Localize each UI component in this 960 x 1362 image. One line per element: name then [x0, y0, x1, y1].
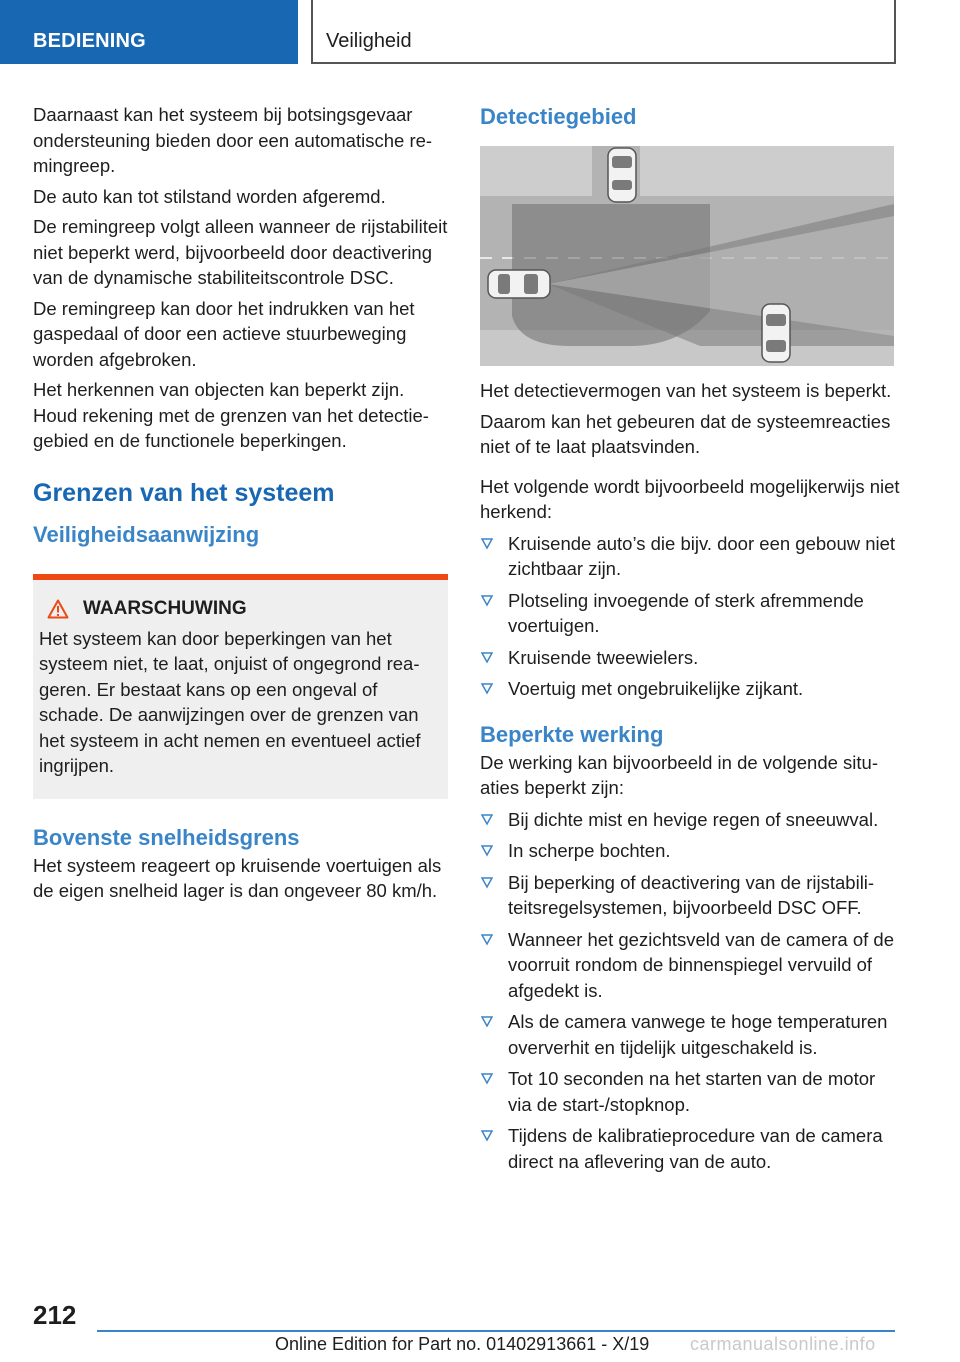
triangle-bullet-icon: [481, 934, 493, 946]
paragraph: Daarom kan het gebeuren dat de systeemreacties niet of te laat plaatsvinden.: [480, 410, 891, 457]
page-number: 212: [33, 1300, 77, 1330]
list-item: Als de camera vanwege te hoge temperaturen oververhit en tijdelijk uitgeschakeld is.: [480, 1009, 900, 1060]
heading-safety-note: Veiligheidsaanwijzing: [33, 521, 260, 547]
triangle-bullet-icon: [481, 877, 493, 889]
paragraph: Het detectievermogen van het systeem is beperkt.: [480, 380, 892, 401]
list-item: Tijdens de kalibratieprocedure van de camera direct na aflevering van de auto.: [480, 1123, 900, 1174]
right-column: [480, 102, 900, 1180]
warning-label: WAARSCHUWING: [83, 597, 247, 619]
list-item: Kruisende tweewielers.: [480, 645, 900, 671]
heading-limited-function: Beperkte werking: [480, 721, 664, 747]
triangle-bullet-icon: [481, 538, 493, 550]
section-tab: BEDIENING: [0, 0, 298, 64]
warning-box: [33, 574, 448, 799]
warning-triangle-icon: [47, 599, 69, 619]
triangle-bullet-icon: [481, 845, 493, 857]
chapter-title: Veiligheid: [311, 0, 896, 64]
triangle-bullet-icon: [481, 1016, 493, 1028]
watermark: carmanualsonline.info: [690, 1334, 876, 1354]
triangle-bullet-icon: [481, 814, 493, 826]
triangle-bullet-icon: [481, 1130, 493, 1142]
footer-divider: [97, 1330, 895, 1332]
not-detected-list: [480, 531, 900, 702]
detection-diagram: [480, 146, 894, 366]
list-item: Bij dichte mist en hevige regen of sneeuwval.: [480, 807, 900, 833]
list-item: Tot 10 seconden na het starten van de motor via de start-/stopknop.: [480, 1066, 900, 1117]
paragraph: De auto kan tot stilstand worden afgeremd.: [33, 185, 386, 207]
paragraph: Het volgende wordt bijvoorbeeld mogelijkerwijs niet herkend:: [480, 475, 900, 522]
list-item: Kruisende auto’s die bijv. door een gebouw niet zichtbaar zijn.: [480, 531, 900, 582]
paragraph: Het systeem reageert op kruisende voertuigen als de eigen snelheid lager is dan ongeveer 80 km/h.: [33, 854, 442, 901]
heading-system-limits: Grenzen van het systeem: [33, 478, 335, 507]
left-column: [33, 102, 448, 909]
list-item: Voertuig met ongebruikelijke zijkant.: [480, 676, 900, 702]
warning-header: [47, 598, 440, 620]
list-item: Plotseling invoegende of sterk afremmende voertuigen.: [480, 588, 900, 639]
list-item: In scherpe bochten.: [480, 838, 900, 864]
detection-area-illustration: [480, 146, 894, 366]
heading-detection-area: Detectiegebied: [480, 104, 637, 129]
triangle-bullet-icon: [481, 595, 493, 607]
triangle-bullet-icon: [481, 1073, 493, 1085]
paragraph: Het herkennen van objecten kan beperkt zijn. Houd rekening met de grenzen van het detectiegebied en de functionele beperkingen.: [33, 379, 429, 451]
paragraph: Daarnaast kan het systeem bij botsingsgevaar ondersteuning bieden door een automatische remingreep.: [33, 104, 433, 176]
list-item: Bij beperking of deactivering van de rijstabiliteitsregelsystemen, bijvoorbeeld DSC OFF.: [480, 870, 900, 921]
edition-note: Online Edition for Part no. 01402913661 - X/19: [275, 1334, 650, 1354]
triangle-bullet-icon: [481, 683, 493, 695]
warning-text: Het systeem kan door beperkingen van het systeem niet, te laat, onjuist of ongegrond reageren. Er bestaat kans op een ongeval of schade. De aanwijzingen over de grenzen van het systeem in acht nemen en eventueel actief ingrijpen.: [39, 627, 421, 776]
paragraph: De remingreep kan door het indrukken van het gaspedaal of door een actieve stuurbeweging worden afgebroken.: [33, 297, 415, 370]
heading-upper-speed-limit: Bovenste snelheidsgrens: [33, 824, 300, 850]
paragraph: De werking kan bijvoorbeeld in de volgende situaties beperkt zijn:: [480, 751, 878, 798]
paragraph: De remingreep volgt alleen wanneer de rijstabiliteit niet beperkt werd, bijvoorbeeld door deactivering van de dynamische stabiliteitscontrole DSC.: [33, 216, 448, 288]
triangle-bullet-icon: [481, 652, 493, 664]
limited-function-list: [480, 807, 900, 1175]
list-item: Wanneer het gezichtsveld van de camera of de voorruit rondom de binnenspiegel vervuild of afgedekt is.: [480, 927, 900, 1004]
